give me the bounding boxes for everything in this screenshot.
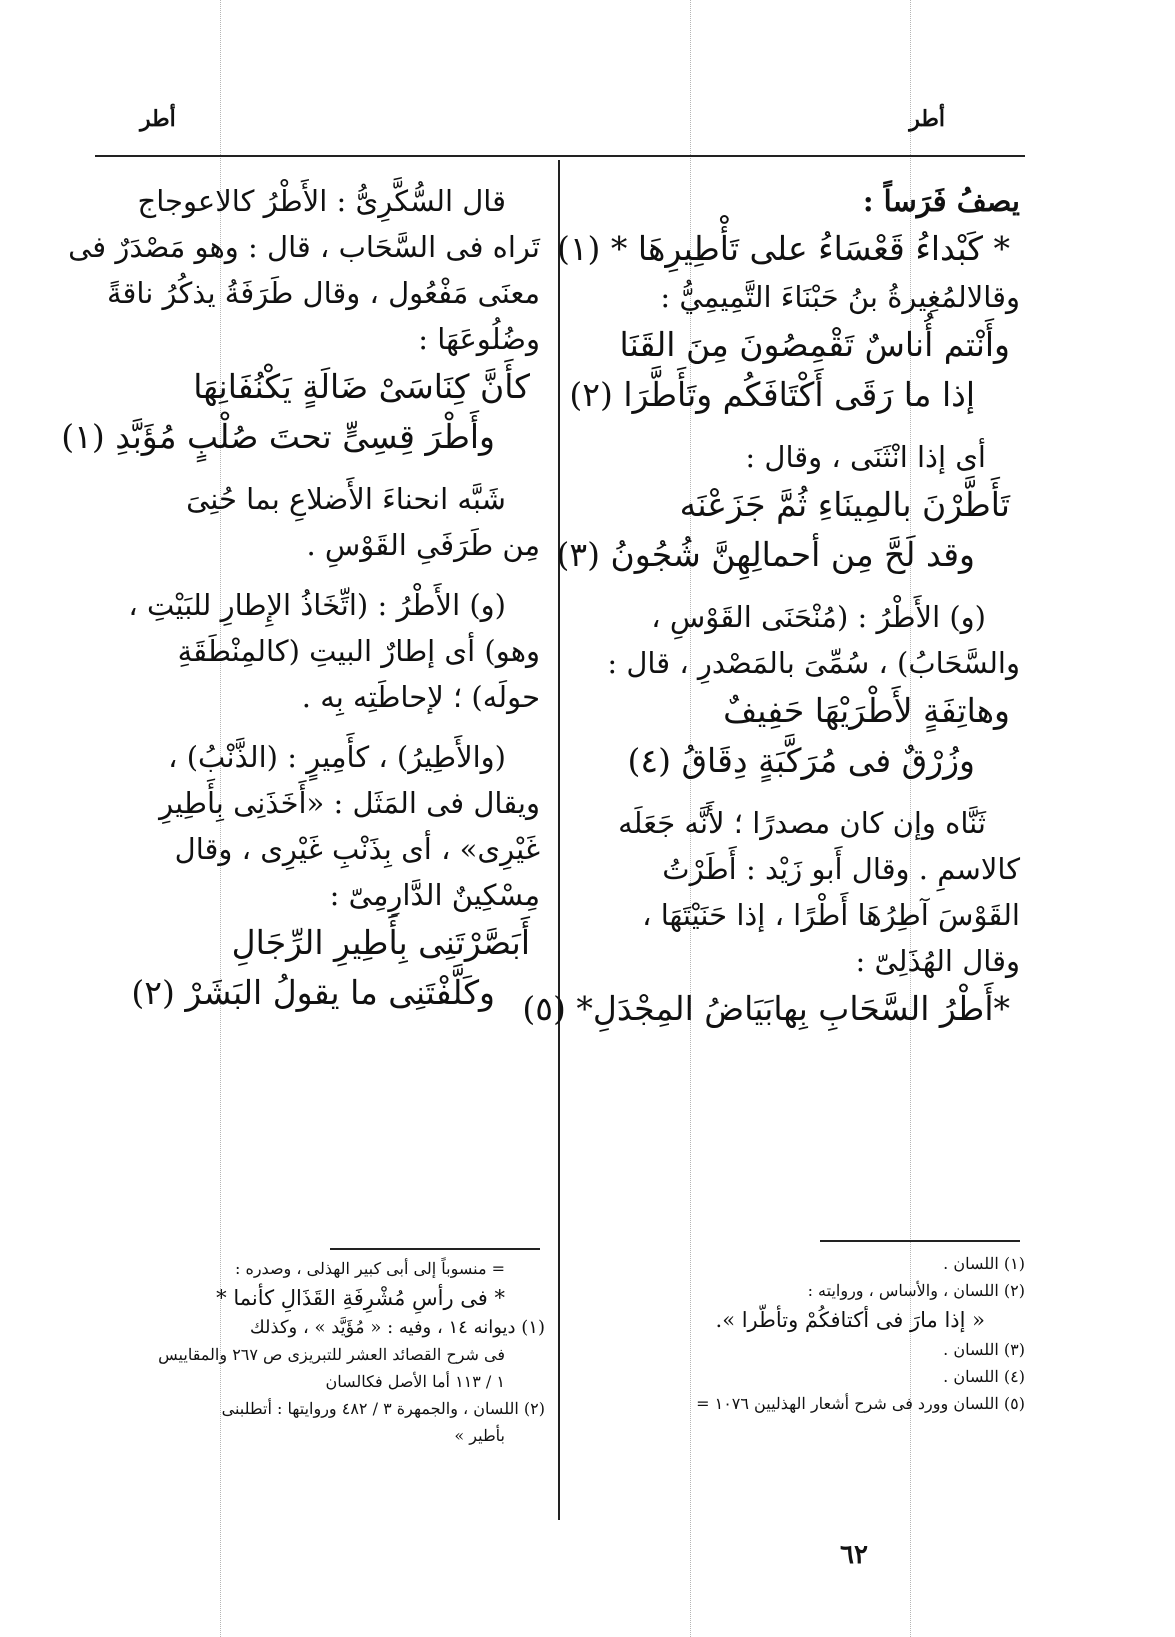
header-left-word: أطر (140, 106, 176, 132)
text-line: والسَّحَابُ) ، سُمِّىَ بالمَصْدرِ ، قال : (607, 646, 1020, 680)
text-line: قال السُّكَّرِىُّ : الأَطْرُ كالاعوجاج (137, 184, 506, 218)
text-line: أى إذا انْثَنَى ، وقال : (745, 440, 986, 474)
footnote-line: (٤) اللسان . (943, 1367, 1025, 1386)
footnote-line: (٥) اللسان وورد فى شرح أشعار الهذليين ١٠٧٦ = (696, 1394, 1025, 1413)
footnote-line: (٢) اللسان ، والجمهرة ٣ / ٤٨٢ وروايتها : أتطلبنى (221, 1399, 545, 1418)
text-line: (و) الأَطْرُ : (اتِّخَاذُ الإِطارِ للبَيْتِ ، (128, 588, 506, 622)
text-line: ثَنَّاه وإن كان مصدرًا ؛ لأَنَّه جَعَلَه (618, 806, 986, 840)
text-line: مِسْكِينٌ الدَّارِمِىّ : (329, 878, 540, 912)
header-right-word: أطر (909, 106, 945, 132)
verse-line: وزُرْقٌ فى مُرَكَّبَةٍ دِقَاقُ (٤) (627, 741, 975, 780)
verse-line: وكَلَّفْتَنِى ما يقولُ البَشَرْ (٢) (131, 973, 495, 1012)
footnote-line: (١) ديوانه ١٤ ، وفيه : « مُؤَيَّد » ، وكذلك (249, 1317, 545, 1338)
text-line: غَيْرِى» ، أى بِذَنْبِ غَيْرِى ، وقال (174, 832, 540, 866)
text-line: وضُلُوعَهَا : (418, 322, 540, 356)
footnote-line: * فى رأسِ مُشْرِفَةِ القَذَالِ كأنما * (216, 1286, 505, 1310)
text-line: مِن طَرَفَىِ القَوْسِ . (306, 528, 540, 562)
text-line: (والأَطِيرُ) ، كأَمِيرٍ : (الذَّنْبُ) ، (168, 740, 506, 774)
verse-line: *أَطْرُ السَّحَابِ بِهابَيَاضُ المِجْدَلِ* (٥) (522, 989, 1010, 1028)
text-line: وقال الهُذَلِىّ : (855, 944, 1020, 978)
text-line: معنَى مَفْعُول ، وقال طَرَفَةُ يذكُرُ ناقةً (106, 276, 540, 310)
footnote-line: فى شرح القصائد العشر للتبريزى ص ٢٦٧ والمقاييس (158, 1345, 505, 1364)
footnote-rule-right (820, 1240, 1020, 1242)
verse-line: وأَنْتم أُناسٌ تَقْمِصُونَ مِنَ القَنَا (619, 325, 1010, 364)
footnote-rule-left (330, 1248, 540, 1250)
verse-line: إذا ما رَقَى أَكْتَافَكُم وتَأَطَّرَا (٢) (569, 375, 975, 414)
verse-line: تَأَطَّرْنَ بالمِينَاءِ ثُمَّ جَزَعْنَه (679, 485, 1010, 524)
column-divider (558, 160, 560, 1520)
text-line: شَبَّه انحناءَ الأَضلاعِ بما حُنِىَ (186, 482, 506, 516)
verse-line: كأَنَّ كِنَاسَىْ ضَالَةٍ يَكْنُفَانِهَا (193, 367, 530, 406)
verse-line: وهاتِفَةٍ لأَطْرَيْهَا حَفِيفٌ (723, 691, 1010, 730)
footnote-line: (١) اللسان . (943, 1254, 1025, 1273)
text-line: القَوْسَ آطِرُهَا أَطْرًا ، إذا حَنَيْتَهَا ، (642, 898, 1020, 932)
right-column (522, 178, 1020, 1034)
header-rule (95, 155, 1025, 157)
footnote-line: بأطير » (454, 1426, 505, 1445)
text-line: حولَه) ؛ لإحاطَتِه بِه . (301, 680, 540, 714)
left-footnotes (95, 1255, 545, 1449)
verse-line: وأَطْرَ قِسِىٍّ تحتَ صُلْبٍ مُؤَبَّدِ (١) (61, 417, 495, 456)
verse-line: وقد لَحَّ مِن أحمالِهِنَّ شُجُونُ (٣) (556, 535, 975, 574)
footnote-line: (٣) اللسان . (943, 1340, 1025, 1359)
verse-line: * كَبْداءُ قَعْسَاءُ على تَأْطِيرِهَا * (١) (556, 229, 1010, 268)
text-line: وقالالمُغِيرةُ بنُ حَبْنَاءَ التَّمِيمِيُّ : (660, 280, 1020, 314)
right-footnotes (585, 1250, 1025, 1417)
text-line: وهو) أى إطارٌ البيتِ (كالمِنْطَقَةِ (177, 634, 540, 668)
footnote-line: « إذا مارَ فى أكتافكُمْ وتأطّرا ». (715, 1308, 985, 1332)
footnote-line: (٢) اللسان ، والأساس ، وروايته : (807, 1281, 1025, 1300)
page-number: ٦٢ (840, 1540, 868, 1570)
text-line: (و) الأَطْرُ : (مُنْحَنَى القَوْسِ ، (651, 600, 986, 634)
text-line: كالاسمِ . وقال أَبو زَيْد : أَطَرْتُ (662, 852, 1020, 886)
text-line: ويقال فى المَثَل : «أَخَذَنِى بِأَطِيرِ (159, 786, 540, 820)
left-column (61, 178, 540, 1018)
footnote-line: ١ / ١١٣ أما الأصل فكالسان (325, 1372, 505, 1391)
text-line: يصفُ فَرَساً : (862, 184, 1020, 218)
footnote-line: = منسوباً إلى أبى كبير الهذلى ، وصدره : (234, 1259, 505, 1278)
verse-line: أَبَصَّرْتَنِى بِأَطِيرِ الرِّجَالِ (231, 923, 530, 962)
text-line: تَراه فى السَّحَاب ، قال : وهو مَصْدَرٌ فى (68, 230, 540, 264)
